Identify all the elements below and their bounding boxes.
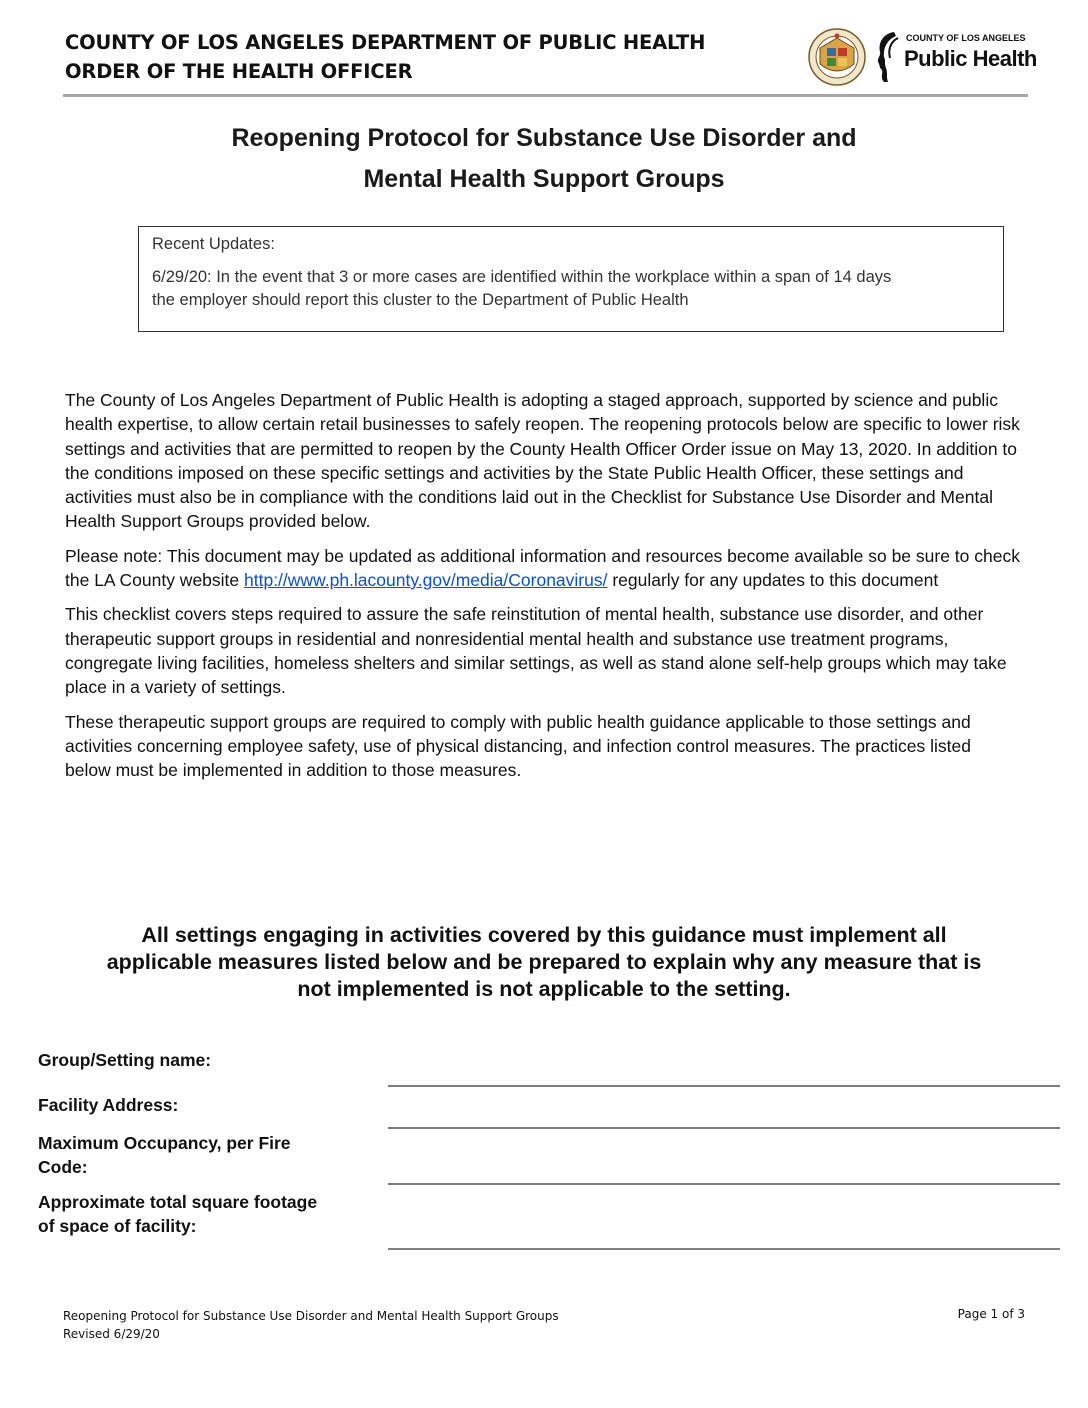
notice-line-3: not implemented is not applicable to the setting. <box>297 977 791 1001</box>
max-occupancy-label-line-2: Code: <box>38 1157 88 1177</box>
updates-line-1: 6/29/20: In the event that 3 or more cases are identified within the workplace within a span of 14 days <box>152 268 892 286</box>
notice-line-2: applicable measures listed below and be prepared to explain why any measure that is <box>106 950 982 974</box>
note-paragraph <box>65 544 1020 593</box>
facility-address-label: Facility Address: <box>38 1095 179 1115</box>
coronavirus-website-link[interactable]: http://www.ph.lacounty.gov/media/Coronavirus/ <box>244 570 608 591</box>
max-occupancy-label-line-1: Maximum Occupancy, per Fire <box>38 1133 291 1153</box>
note-text-before: Please note: This document may be updated as additional information and resources become available so be sure to check the LA County website <box>65 545 1020 591</box>
header-divider <box>63 94 1028 97</box>
square-footage-field[interactable] <box>388 1248 1060 1250</box>
logo-public-health-text: Public Health <box>904 46 1037 71</box>
updates-line-2: the employer should report this cluster to the Department of Public Health <box>152 291 689 309</box>
square-footage-label-line-1: Approximate total square footage <box>38 1192 318 1212</box>
title-line-2: Mental Health Support Groups <box>363 165 725 193</box>
compliance-paragraph: These therapeutic support groups are required to comply with public health guidance applicable to those settings and activities concerning employee safety, use of physical distancing, and infection control measures. The practices listed below must be implemented in addition to those measures. <box>65 711 971 781</box>
updates-heading: Recent Updates: <box>152 235 275 253</box>
intro-paragraph: The County of Los Angeles Department of Public Health is adopting a staged approach, supported by science and public health expertise, to allow certain retail businesses to safely reopen. The reopening protocols below are specific to lower risk settings and activities that are permitted to reopen by the County Health Officer Order issue on May 13, 2020. In addition to the conditions imposed on these specific settings and activities by the State Public Health Officer, these settings and activities must also be in compliance with the conditions laid out in the Checklist for Substance Use Disorder and Mental Health Support Groups provided below. <box>65 390 1020 532</box>
logo-county-text: COUNTY OF LOS ANGELES <box>906 33 1026 43</box>
header-order: ORDER OF THE HEALTH OFFICER <box>65 60 413 83</box>
max-occupancy-field[interactable] <box>388 1183 1060 1185</box>
notice-line-1: All settings engaging in activities covered by this guidance must implement all <box>141 923 947 947</box>
footer-doc-title: Reopening Protocol for Substance Use Disorder and Mental Health Support Groups <box>63 1309 559 1323</box>
title-line-1: Reopening Protocol for Substance Use Disorder and <box>231 124 857 152</box>
square-footage-label-line-2: of space of facility: <box>38 1216 197 1236</box>
page-footer <box>63 1307 559 1343</box>
facility-address-field[interactable] <box>388 1127 1060 1129</box>
max-occupancy-label <box>38 1131 291 1179</box>
page-number: Page 1 of 3 <box>957 1307 1025 1321</box>
header-department: COUNTY OF LOS ANGELES DEPARTMENT OF PUBLIC HEALTH <box>65 31 706 54</box>
county-seal-icon <box>808 28 866 86</box>
footer-revised: Revised 6/29/20 <box>63 1327 160 1341</box>
implementation-notice <box>0 922 1088 1003</box>
group-name-label: Group/Setting name: <box>38 1050 212 1070</box>
group-name-field[interactable] <box>388 1085 1060 1087</box>
square-footage-label <box>38 1190 317 1238</box>
document-header <box>65 28 705 86</box>
page-title <box>0 118 1088 200</box>
note-text-after: regularly for any updates to this document <box>607 570 939 591</box>
public-health-logo <box>874 30 1037 84</box>
recent-updates-box <box>138 226 1004 332</box>
body-text <box>65 388 1020 792</box>
checklist-scope-paragraph: This checklist covers steps required to assure the safe reinstitution of mental health, substance use disorder, and other therapeutic support groups in residential and nonresidential mental health and substance use treatment programs, congregate living facilities, homeless shelters and similar settings, as well as stand alone self-help groups which may take place in a variety of settings. <box>65 604 1007 698</box>
profile-silhouette-icon <box>874 30 904 84</box>
